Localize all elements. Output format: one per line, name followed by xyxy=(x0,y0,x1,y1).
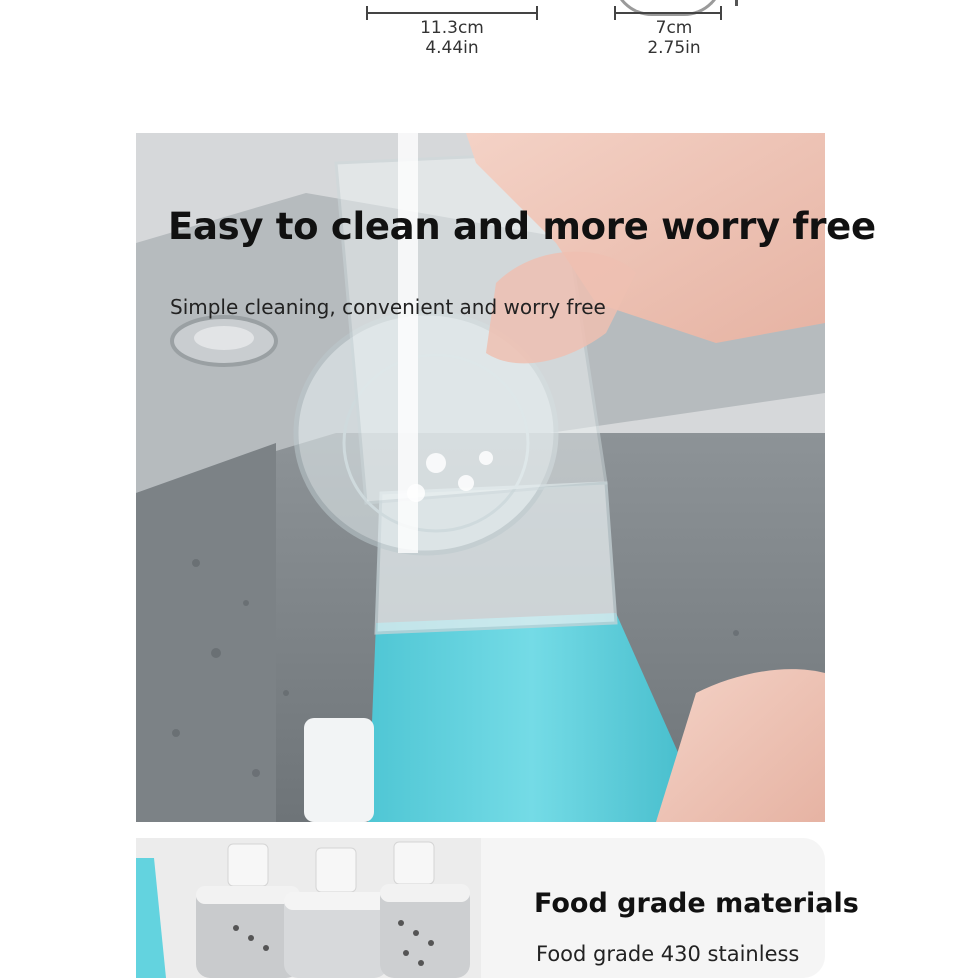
width-measure-label xyxy=(366,18,538,58)
materials-feature-card xyxy=(136,838,859,978)
materials-description: Food grade 430 stainless xyxy=(536,942,800,966)
width-in: 4.44in xyxy=(425,38,479,58)
height-in: 2.75in xyxy=(647,38,701,58)
product-outline-tick xyxy=(735,0,738,6)
height-measure-line xyxy=(614,12,722,14)
grater-drums-photo xyxy=(136,838,481,978)
cleaning-title: Easy to clean and more worry free xyxy=(168,205,876,248)
height-cm: 7cm xyxy=(655,18,693,38)
cleaning-feature-card xyxy=(136,133,876,822)
width-cm: 11.3cm xyxy=(420,18,484,38)
dimension-strip xyxy=(0,0,960,70)
cleaning-subtitle: Simple cleaning, convenient and worry free xyxy=(170,295,606,319)
height-measure-label xyxy=(614,18,734,58)
width-measure-line xyxy=(366,12,538,14)
materials-title: Food grade materials xyxy=(534,888,859,919)
sink-inner-wall xyxy=(136,443,276,822)
product-handle xyxy=(304,718,374,822)
